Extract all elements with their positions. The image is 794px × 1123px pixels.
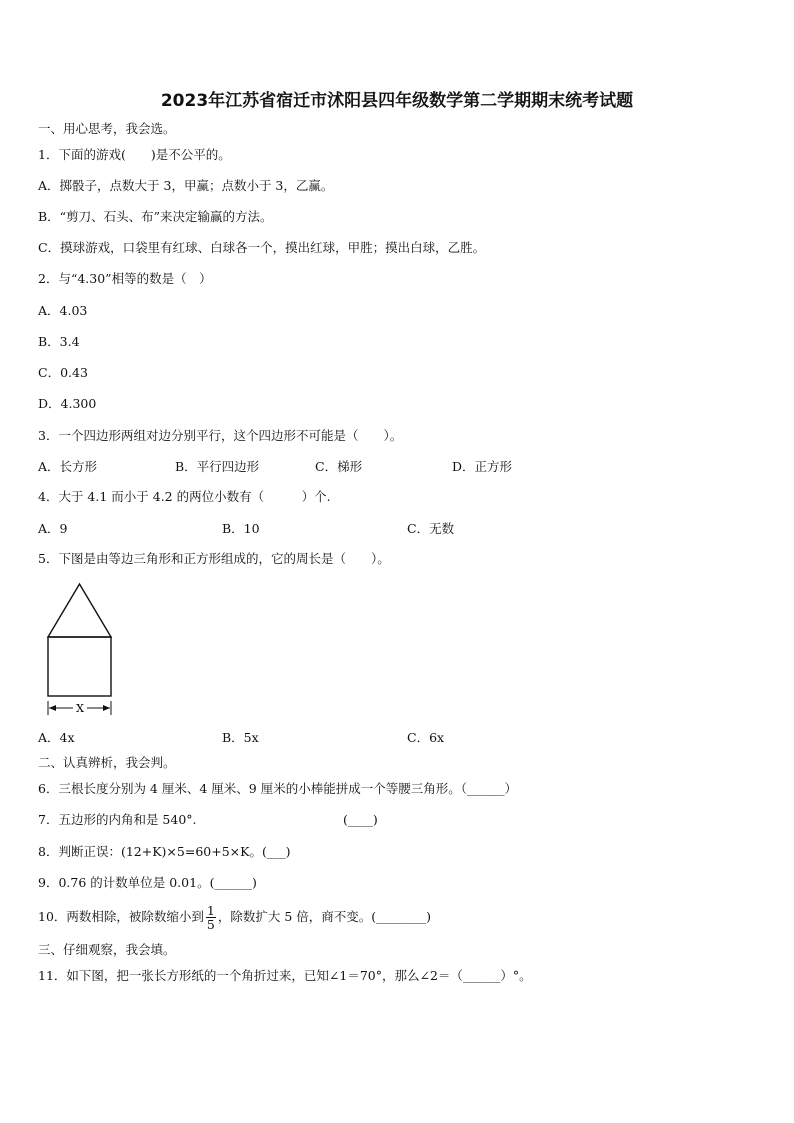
q6-statement: 6．三根长度分别为 4 厘米、4 厘米、9 厘米的小棒能拼成一个等腰三角形。（______） (38, 781, 517, 796)
q3-option-d: D．正方形 (452, 459, 513, 474)
q10-fraction (206, 904, 216, 931)
q2-option-c: C．0.43 (38, 365, 88, 380)
q5-option-b: B．5x (222, 730, 259, 745)
q3-option-c: C．梯形 (315, 459, 363, 474)
q10-text-after: ，除数扩大 5 倍，商不变。(________) (217, 909, 432, 924)
equilateral-triangle (48, 584, 111, 637)
q7-answer-blank: (____) (343, 812, 378, 827)
q2-option-a: A．4.03 (38, 303, 88, 318)
section-2-heading: 二、认真辨析，我会判。 (38, 755, 176, 770)
arrowhead-left (49, 705, 56, 711)
q10-statement (38, 898, 431, 936)
q3-option-a: A．长方形 (38, 459, 98, 474)
q1-option-c: C．摸球游戏，口袋里有红球、白球各一个，摸出红球，甲胜；摸出白球，乙胜。 (38, 240, 486, 255)
square (48, 637, 111, 696)
q2-stem: 2．与“4.30”相等的数是（ ） (38, 271, 212, 286)
q10-text-before: 10．两数相除，被除数缩小到 (38, 909, 204, 924)
section-3-heading: 三、仔细观察，我会填。 (38, 942, 176, 957)
q3-stem: 3．一个四边形两组对边分别平行，这个四边形不可能是（ ）。 (38, 428, 403, 443)
q10-fraction-denominator: 5 (206, 917, 215, 932)
q7-statement: 7．五边形的内角和是 540°. (38, 812, 197, 827)
q5-stem: 5．下图是由等边三角形和正方形组成的，它的周长是（ ）。 (38, 551, 390, 566)
page-title: 2023年江苏省宿迁市沭阳县四年级数学第二学期期末统考试题 (160, 91, 634, 111)
q3-option-b: B．平行四边形 (175, 459, 260, 474)
q8-statement: 8．判断正误：(12+K)×5=60+5×K。(___) (38, 844, 291, 859)
q5-option-a: A．4x (38, 730, 75, 745)
q4-option-a: A．9 (38, 521, 68, 536)
q1-option-b: B．“剪刀、石头、布”来决定输赢的方法。 (38, 209, 273, 224)
section-1-heading: 一、用心思考，我会选。 (38, 121, 176, 136)
q5-option-c: C．6x (407, 730, 445, 745)
q1-option-a: A．掷骰子，点数大于 3，甲赢；点数小于 3，乙赢。 (38, 178, 334, 193)
q2-option-d: D．4.300 (38, 396, 97, 411)
q1-stem: 1．下面的游戏( )是不公平的。 (38, 147, 231, 162)
q4-stem: 4．大于 4.1 而小于 4.2 的两位小数有（ ）个. (38, 489, 331, 504)
q5-house-figure (40, 580, 120, 720)
q4-option-c: C．无数 (407, 521, 455, 536)
arrowhead-right (103, 705, 110, 711)
q9-statement: 9．0.76 的计数单位是 0.01。(______) (38, 875, 257, 890)
q4-option-b: B．10 (222, 521, 260, 536)
q2-option-b: B．3.4 (38, 334, 80, 349)
q10-fraction-numerator: 1 (206, 903, 215, 918)
dimension-label: X (76, 702, 84, 715)
q11-stem: 11．如下图，把一张长方形纸的一个角折过来，已知∠1＝70°，那么∠2＝（______）°。 (38, 968, 532, 983)
